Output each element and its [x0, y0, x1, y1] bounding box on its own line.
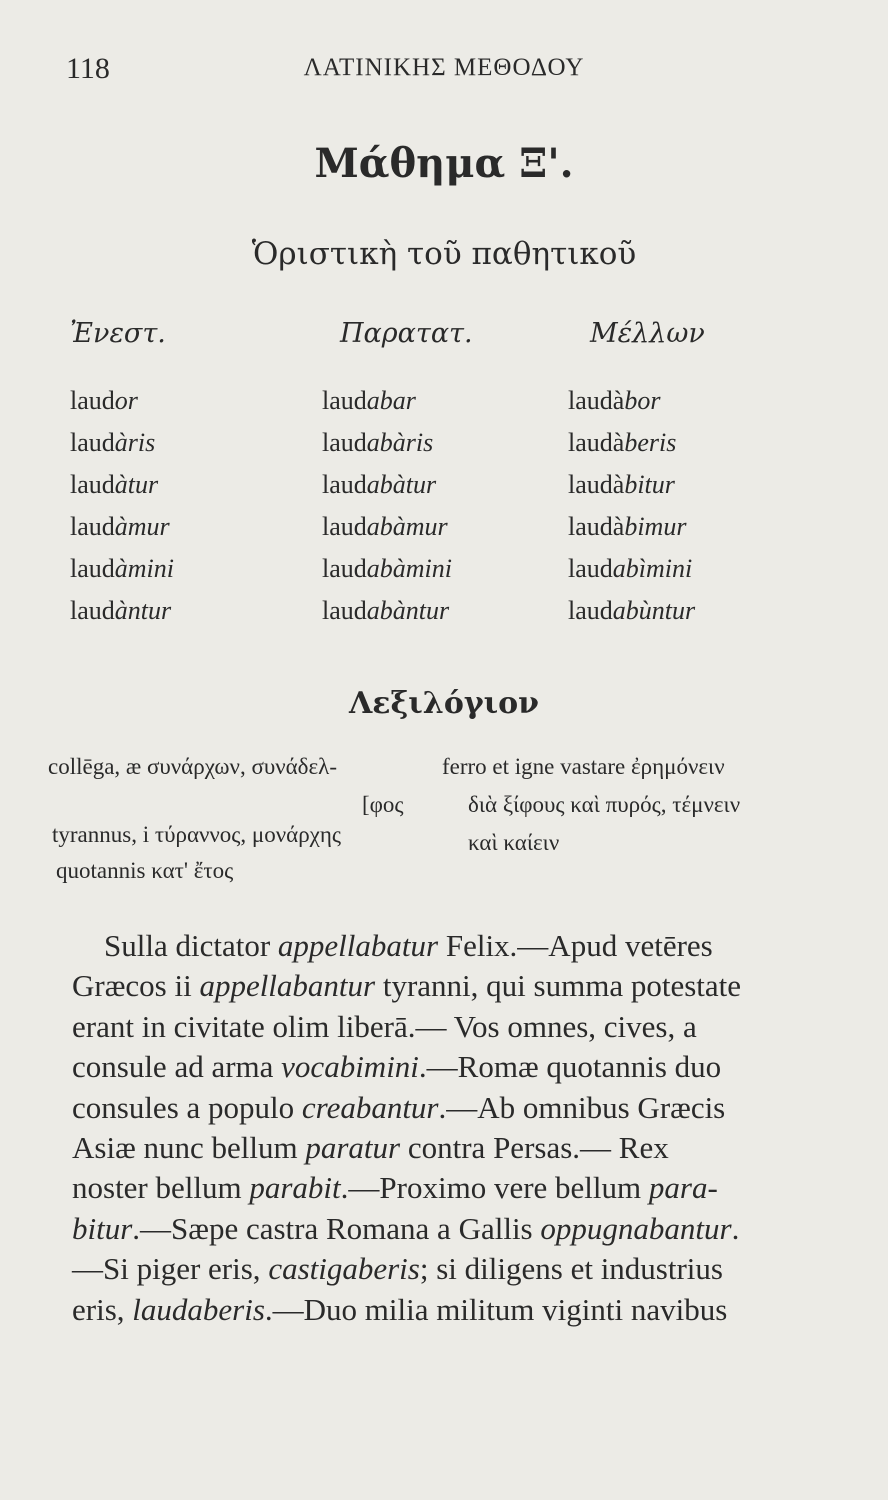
running-head [0, 52, 888, 92]
italic-verb: parabit [249, 1170, 341, 1206]
form-stem: laud [70, 596, 115, 625]
lesson-title: Μάθημα Ξ'. [314, 140, 574, 187]
vocab-entry: [φος [362, 792, 404, 817]
exercise-text [72, 926, 820, 1330]
text-segment: noster bellum [72, 1170, 250, 1206]
vocabulary-title: Λεξιλόγιον [349, 686, 539, 721]
form-ending: abàntur [366, 596, 450, 625]
text-segment: .—Romæ quotannis duo [418, 1049, 722, 1085]
vocab-entry: collēga, æ συνάρχων, συνάδελ- [48, 754, 337, 779]
form-stem: laudà [568, 470, 625, 499]
text-segment: Asiæ nunc bellum [72, 1129, 306, 1165]
text-segment: eris, [72, 1291, 133, 1327]
text-line [72, 1249, 820, 1289]
form-ending: àmini [114, 554, 174, 583]
form-stem: laud [322, 428, 367, 457]
form-stem: laudà [568, 428, 625, 457]
vocab-entry: quotannis κατ' ἔτος [56, 858, 234, 883]
italic-verb: vocabimini [281, 1049, 419, 1085]
form-ending: bimur [624, 512, 687, 541]
form-stem: laud [322, 470, 367, 499]
form-ending: àntur [114, 596, 172, 625]
italic-verb: castigaberis [268, 1251, 420, 1287]
form-stem: laud [322, 512, 367, 541]
form-stem: laud [70, 386, 115, 415]
form-stem: laud [322, 386, 367, 415]
text-segment: .—Proximo vere bellum [340, 1170, 649, 1206]
text-segment: .—Ab omnibus Græcis [438, 1089, 726, 1125]
form-ending: abùntur [612, 596, 696, 625]
form-ending: àtur [114, 470, 159, 499]
italic-verb: laudaberis [132, 1291, 265, 1327]
form-stem: laud [568, 554, 613, 583]
verb-form [322, 548, 473, 590]
italic-verb: oppugnabantur [540, 1210, 732, 1246]
text-line [72, 1290, 820, 1330]
vocab-entry: ferro et igne vastare ἐρημόνειν [442, 754, 725, 779]
italic-verb: appellabatur [277, 928, 439, 963]
verb-form [568, 548, 705, 590]
verb-form [70, 422, 174, 464]
column-heading: Ἐνεστ. [70, 318, 166, 349]
form-ending: beris [624, 428, 677, 457]
verb-form [568, 506, 705, 548]
form-ending: àmur [114, 512, 170, 541]
vocab-entry: καὶ καίειν [468, 830, 560, 855]
verb-form [322, 506, 473, 548]
vocab-entry: διὰ ξίφους καὶ πυρός, τέμνειν [468, 792, 741, 817]
text-segment: consules a populo [72, 1089, 302, 1125]
verb-form [70, 464, 174, 506]
text-segment: Græcos ii [72, 968, 200, 1004]
verb-form [568, 380, 705, 422]
column-future [568, 318, 705, 632]
text-line [72, 1209, 820, 1249]
form-ending: bor [624, 386, 661, 415]
verb-form [568, 464, 705, 506]
form-stem: laudà [568, 386, 625, 415]
form-stem: laud [70, 428, 115, 457]
form-stem: laud [70, 512, 115, 541]
text-segment: contra Persas.— Rex [400, 1129, 669, 1165]
verb-form [322, 590, 473, 632]
text-segment: ; si diligens et industrius [419, 1251, 723, 1287]
form-ending: abàmini [366, 554, 452, 583]
text-segment: tyranni, qui summa potestate [375, 968, 742, 1004]
text-line [72, 966, 820, 1006]
form-ending: abar [366, 386, 416, 415]
column-heading: Παρατατ. [340, 318, 473, 349]
lesson-subtitle: Ὁριστικὴ τοῦ παθητικοῦ [251, 236, 637, 272]
italic-verb: bitur [72, 1210, 133, 1246]
text-segment: Sulla dictator [104, 928, 278, 963]
text-segment: .—Sæpe castra Romana a Gallis [132, 1210, 541, 1246]
column-present [70, 318, 174, 632]
italic-verb: para- [648, 1170, 718, 1206]
text-segment: consule ad arma [72, 1049, 282, 1085]
verb-form [70, 590, 174, 632]
text-segment: Felix.—Apud vetēres [438, 928, 713, 963]
verb-form [70, 380, 174, 422]
form-ending: or [114, 386, 138, 415]
form-ending: abìmini [612, 554, 693, 583]
verb-form [70, 548, 174, 590]
text-line [72, 926, 820, 966]
verb-form [70, 506, 174, 548]
column-heading: Μέλλων [590, 318, 705, 349]
form-stem: laud [322, 596, 367, 625]
form-ending: àris [114, 428, 156, 457]
italic-verb: creabantur [301, 1089, 439, 1125]
form-stem: laudà [568, 512, 625, 541]
verb-form [568, 590, 705, 632]
text-segment: . [731, 1210, 740, 1246]
vocab-entry: tyrannus, i τύραννος, μονάρχης [52, 822, 342, 847]
verb-form [322, 380, 473, 422]
form-stem: laud [568, 596, 613, 625]
form-stem: laud [70, 554, 115, 583]
form-ending: abàris [366, 428, 434, 457]
text-line [72, 1168, 820, 1208]
text-segment: erant in civitate olim liberā.— Vos omnes, cives, a [72, 1008, 697, 1044]
italic-verb: appellabantur [199, 968, 376, 1004]
text-line [72, 1088, 820, 1128]
italic-verb: paratur [305, 1129, 401, 1165]
text-line [72, 1007, 820, 1047]
form-stem: laud [70, 470, 115, 499]
verb-form [322, 464, 473, 506]
text-segment: —Si piger eris, [72, 1251, 269, 1287]
verb-form [322, 422, 473, 464]
form-ending: abàmur [366, 512, 448, 541]
text-segment: .—Duo milia militum viginti navibus [264, 1291, 728, 1327]
form-ending: abàtur [366, 470, 437, 499]
verb-form [568, 422, 705, 464]
page-number: 118 [66, 52, 110, 85]
running-title: ΛΑΤΙΝΙΚΗΣ ΜΕΘΟΔΟΥ [303, 54, 585, 81]
form-ending: bitur [624, 470, 675, 499]
text-line [72, 1047, 820, 1087]
text-line [72, 1128, 820, 1168]
form-stem: laud [322, 554, 367, 583]
column-imperfect [322, 318, 473, 632]
